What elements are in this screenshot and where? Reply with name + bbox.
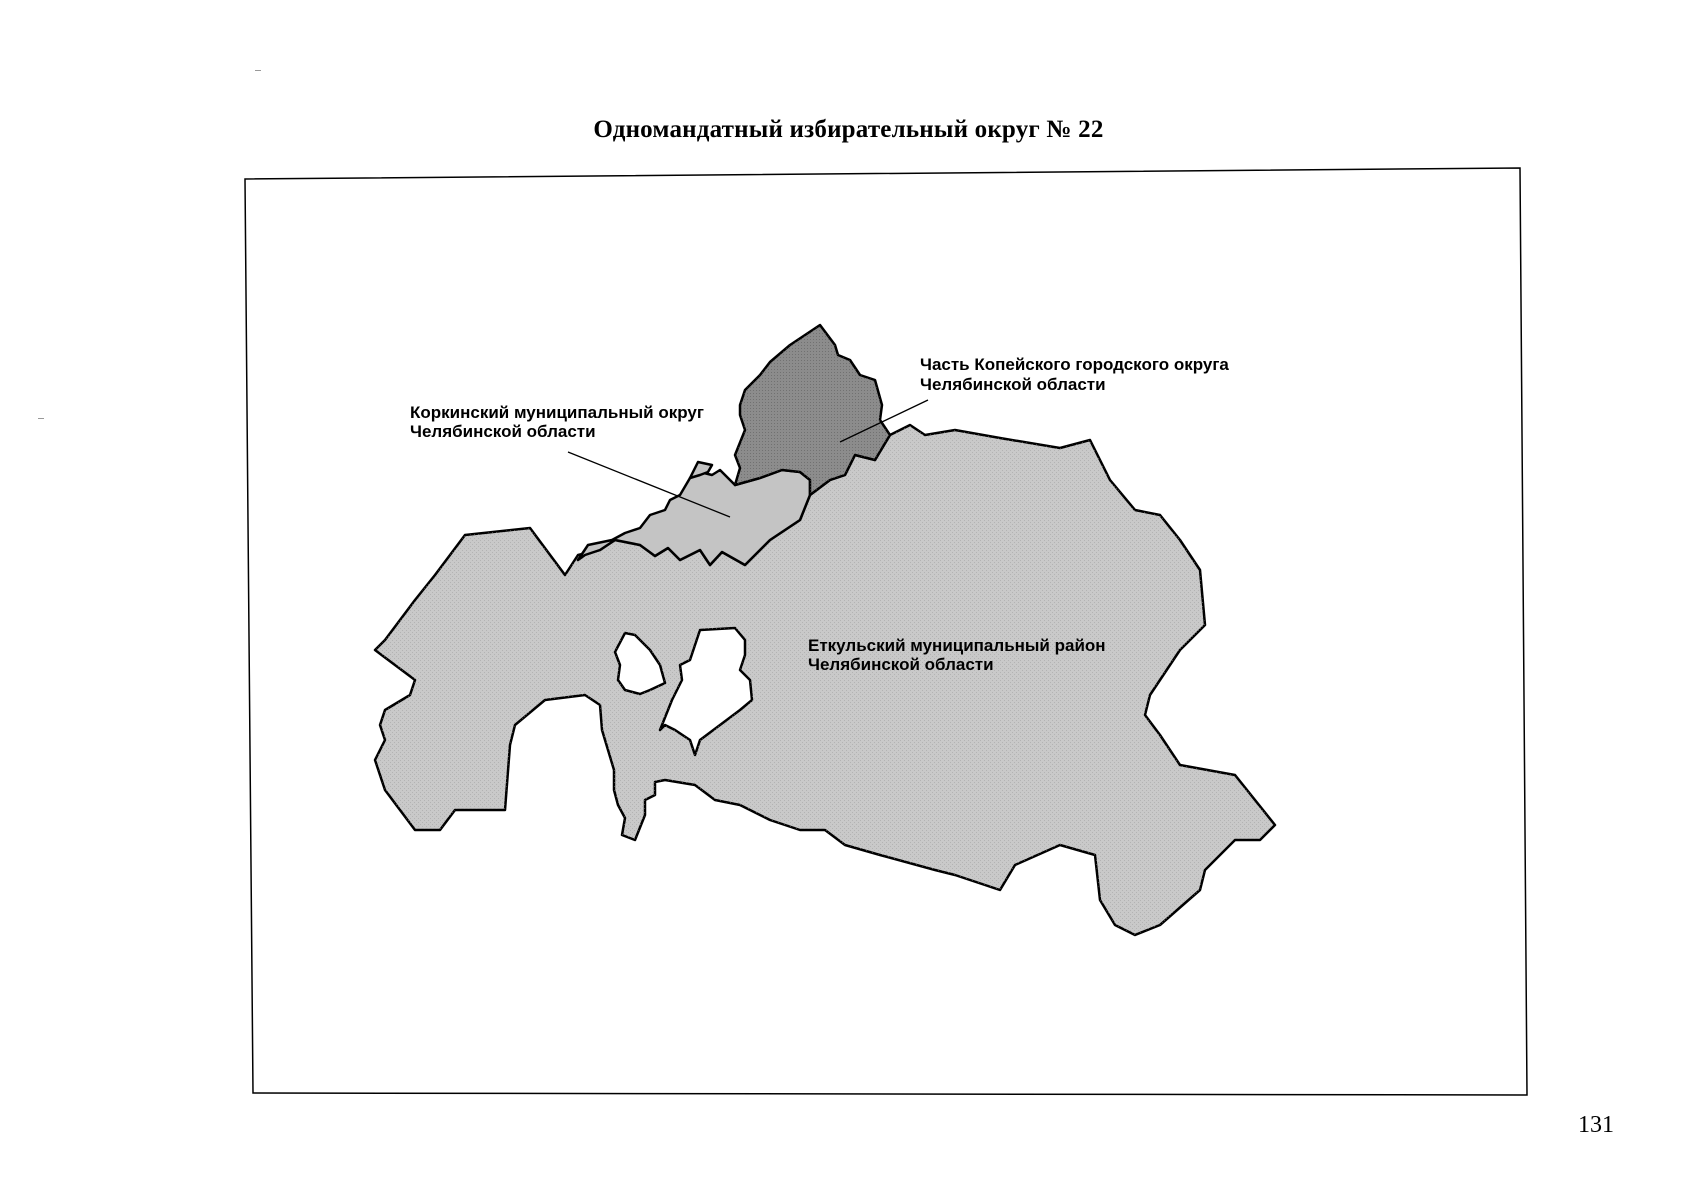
label-korkino-line2: Челябинской области [410,422,596,441]
label-kopeysk-line1: Часть Копейского городского округа [920,355,1229,374]
label-kopeysk-line2: Челябинской области [920,375,1106,394]
label-korkino-line1: Коркинский муниципальный округ [410,403,704,422]
page-title: Одномандатный избирательный округ № 22 [593,116,1104,143]
region-etkul-texture [375,425,1275,935]
label-etkul-line2: Челябинской области [808,655,994,674]
page-number: 131 [1578,1112,1614,1138]
label-etkul-line1: Еткульский муниципальный район [808,636,1106,655]
